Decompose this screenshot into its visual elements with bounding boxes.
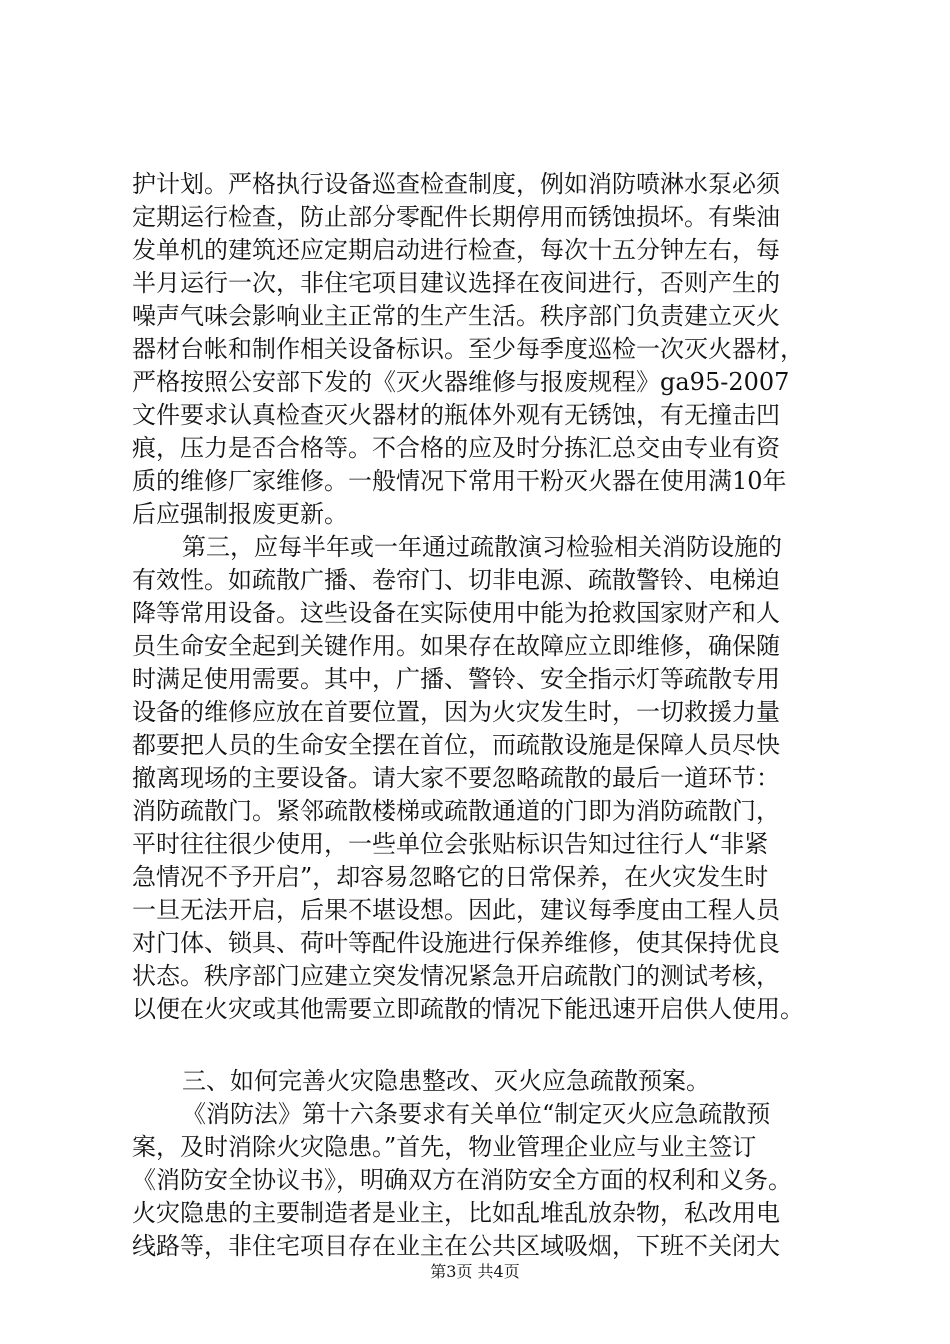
text-line: 有效性。如疏散广播、卷帘门、切非电源、疏散警铃、电梯迫 bbox=[132, 566, 780, 594]
text-line: 质的维修厂家维修。一般情况下常用干粉灭火器在使用满10年 bbox=[132, 467, 787, 495]
text-line: 都要把人员的生命安全摆在首位，而疏散设施是保障人员尽快 bbox=[132, 731, 780, 759]
text-line: 痕，压力是否合格等。不合格的应及时分拣汇总交由专业有资 bbox=[132, 434, 780, 462]
text-line: 设备的维修应放在首要位置，因为火灾发生时，一切救援力量 bbox=[132, 698, 780, 726]
text-line: 一旦无法开启，后果不堪设想。因此，建议每季度由工程人员 bbox=[132, 896, 780, 924]
paragraph-start-line: 第三，应每半年或一年通过疏散演习检验相关消防设施的 bbox=[182, 533, 782, 561]
text-line: 噪声气味会影响业主正常的生产生活。秩序部门负责建立灭火 bbox=[132, 302, 780, 330]
text-line: 状态。秩序部门应建立突发情况紧急开启疏散门的测试考核， bbox=[132, 962, 780, 990]
document-body bbox=[132, 168, 832, 1263]
text-line: 时满足使用需要。其中，广播、警铃、安全指示灯等疏散专用 bbox=[132, 665, 780, 693]
text-line: 《消防安全协议书》，明确双方在消防安全方面的权利和义务。 bbox=[132, 1166, 792, 1194]
text-line: 半月运行一次，非住宅项目建议选择在夜间进行，否则产生的 bbox=[132, 269, 780, 297]
text-line: 对门体、锁具、荷叶等配件设施进行保养维修，使其保持优良 bbox=[132, 929, 780, 957]
text-line: 器材台帐和制作相关设备标识。至少每季度巡检一次灭火器材， bbox=[132, 335, 804, 363]
text-line: 撤离现场的主要设备。请大家不要忽略疏散的最后一道环节： bbox=[132, 764, 780, 792]
text-line: 以便在火灾或其他需要立即疏散的情况下能迅速开启供人使用。 bbox=[132, 995, 804, 1023]
text-line: 消防疏散门。紧邻疏散楼梯或疏散通道的门即为消防疏散门， bbox=[132, 797, 780, 825]
text-line: 发单机的建筑还应定期启动进行检查，每次十五分钟左右，每 bbox=[132, 236, 780, 264]
text-line: 火灾隐患的主要制造者是业主，比如乱堆乱放杂物，私改用电 bbox=[132, 1199, 780, 1227]
text-line: 案，及时消除火灾隐患。”首先，物业管理企业应与业主签订 bbox=[132, 1133, 757, 1161]
page-footer bbox=[0, 1262, 950, 1282]
text-line: 护计划。严格执行设备巡查检查制度，例如消防喷淋水泵必须 bbox=[132, 170, 780, 198]
text-line: 线路等，非住宅项目存在业主在公共区域吸烟，下班不关闭大 bbox=[132, 1232, 780, 1260]
paragraph-gap bbox=[132, 1026, 832, 1065]
text-line: 员生命安全起到关键作用。如果存在故障应立即维修，确保随 bbox=[132, 632, 780, 660]
page-number: 第3页 共4页 bbox=[430, 1262, 520, 1281]
paragraph-start-line: 《消防法》第十六条要求有关单位“制定灭火应急疏散预 bbox=[182, 1100, 771, 1128]
section-heading: 三、如何完善火灾隐患整改、灭火应急疏散预案。 bbox=[182, 1067, 710, 1095]
text-line: 文件要求认真检查灭火器材的瓶体外观有无锈蚀，有无撞击凹 bbox=[132, 401, 780, 429]
text-line: 后应强制报废更新。 bbox=[132, 500, 348, 528]
text-line: 降等常用设备。这些设备在实际使用中能为抢救国家财产和人 bbox=[132, 599, 780, 627]
text-line: 定期运行检查，防止部分零配件长期停用而锈蚀损坏。有柴油 bbox=[132, 203, 780, 231]
text-line: 严格按照公安部下发的《灭火器维修与报废规程》ga95-2007 bbox=[132, 368, 790, 396]
text-line: 急情况不予开启”，却容易忽略它的日常保养，在火灾发生时 bbox=[132, 863, 769, 891]
text-line: 平时往往很少使用，一些单位会张贴标识告知过往行人“非紧 bbox=[132, 830, 769, 858]
